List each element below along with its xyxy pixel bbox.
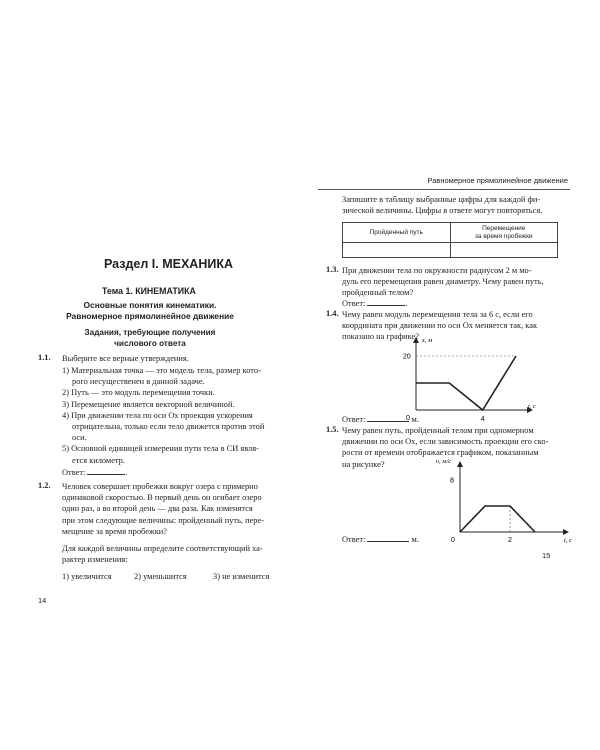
option-line: отрицательна, только если тело движется против этой [72,422,265,432]
option-line: 1) Материальная точка — это модель тела, размер кото- [62,366,261,375]
option-line: рого несущественен в данной задаче. [72,377,205,387]
graph-v-vs-t [436,458,576,560]
x-axis-label: t, с [564,537,572,544]
option-line: оси. [72,433,87,443]
task-1-1-number: 1.1. [38,353,51,362]
y-axis-label: υ, м/с [436,458,452,465]
option-line: 3) Перемещение является векторной величиной. [62,399,235,409]
task-1-4-number: 1.4. [326,309,339,318]
section-title: Раздел I. МЕХАНИКА [104,257,233,271]
answer-field[interactable] [87,466,125,475]
task-1-3-text: При движении тела по окружности радиусом 2 м мо- дуль его перемещения равен диаметру. Чему равен путь, пройденный телом? [342,266,544,298]
task-1-5-answer: Ответ: м. [342,535,419,544]
task-1-3-number: 1.3. [326,265,339,274]
table-intro: Запишите в таблицу выбранные цифры для каждой фи- зической величины. Цифры в ответе могут повторяться. [342,195,543,216]
x-tick-label: 4 [480,416,485,423]
running-head: Равномерное прямолинейное движение [318,176,570,190]
x-tick-label: 2 [508,537,512,544]
task-1-1-options [62,365,298,466]
task-1-3-answer: Ответ: . [342,299,408,308]
task-1-2-text: Человек совершает пробежки вокруг озера с примерно одинаковой скоростью. В первый день он огибает озеро один раз, а во второй день — два раза. Как изменятся при этом следующие величины: пройденный путь, пере- мещение за время пробежки? [62,482,264,536]
task-1-5-text: Чему равен путь, пройденный телом при одномерном движении по оси Ox, если зависимость проекции его ско- рости от времени отображается графиком, показанным на рисунке? [342,426,549,469]
table-header-path: Пройденный путь [343,223,451,243]
table-cell-path[interactable] [343,243,451,258]
y-tick-label: 8 [450,477,454,485]
task-1-4-answer: Ответ: м. [342,415,419,424]
page-number-right: 15 [542,551,551,560]
graph-x-vs-t [400,336,540,428]
right-page [300,0,600,750]
series-line [416,356,516,410]
series-line [460,506,535,532]
option-line: 5) Основной единицей измерения пути тела в СИ явля- [62,444,259,454]
task-1-1-prompt: Выберите все верные утверждения. [62,354,189,363]
task-1-2-number: 1.2. [38,481,51,490]
task-1-2-choice: 3) не изменится [213,572,270,581]
table-header-displacement: Перемещение за время пробежки [450,223,558,243]
option-line: 2) Путь — это модуль перемещения точки. [62,388,215,398]
task-1-2-choice: 1) увеличится [62,572,112,581]
task-1-5-number: 1.5. [326,425,339,434]
answer-field[interactable] [367,297,405,306]
page-number-left: 14 [38,596,47,605]
answer-field[interactable] [367,533,409,542]
task-1-1-answer: Ответ: . [62,468,128,477]
y-axis-label: x, м [422,337,433,344]
y-tick-label: 20 [403,353,411,361]
origin-label: 0 [451,537,455,544]
x-axis-label: t, с [528,403,536,410]
table-cell-displacement[interactable] [450,243,558,258]
option-line: 4) При движении тела по оси Ox проекция ускорения [62,410,253,420]
task-1-2-instruction: Для каждой величины определите соответствующий ха- рактер изменения: [62,544,263,565]
answer-field[interactable] [367,413,409,422]
option-line: ется километр. [72,455,125,465]
answer-table [342,222,558,258]
task-1-2-choice: 2) уменьшится [134,572,187,581]
topic-title: Тема 1. КИНЕМАТИКА [102,286,196,296]
origin-label: 0 [406,415,410,422]
tasks-heading: Задания, требующие получения числового ответа [84,328,216,348]
topic-subtitle: Основные понятия кинематики. Равномерное прямолинейное движение [66,300,234,321]
task-1-4-text: Чему равен модуль перемещения тела за 6 с, если его координата при движении по оси Ox меняется так, как показано на графике? [342,310,538,342]
